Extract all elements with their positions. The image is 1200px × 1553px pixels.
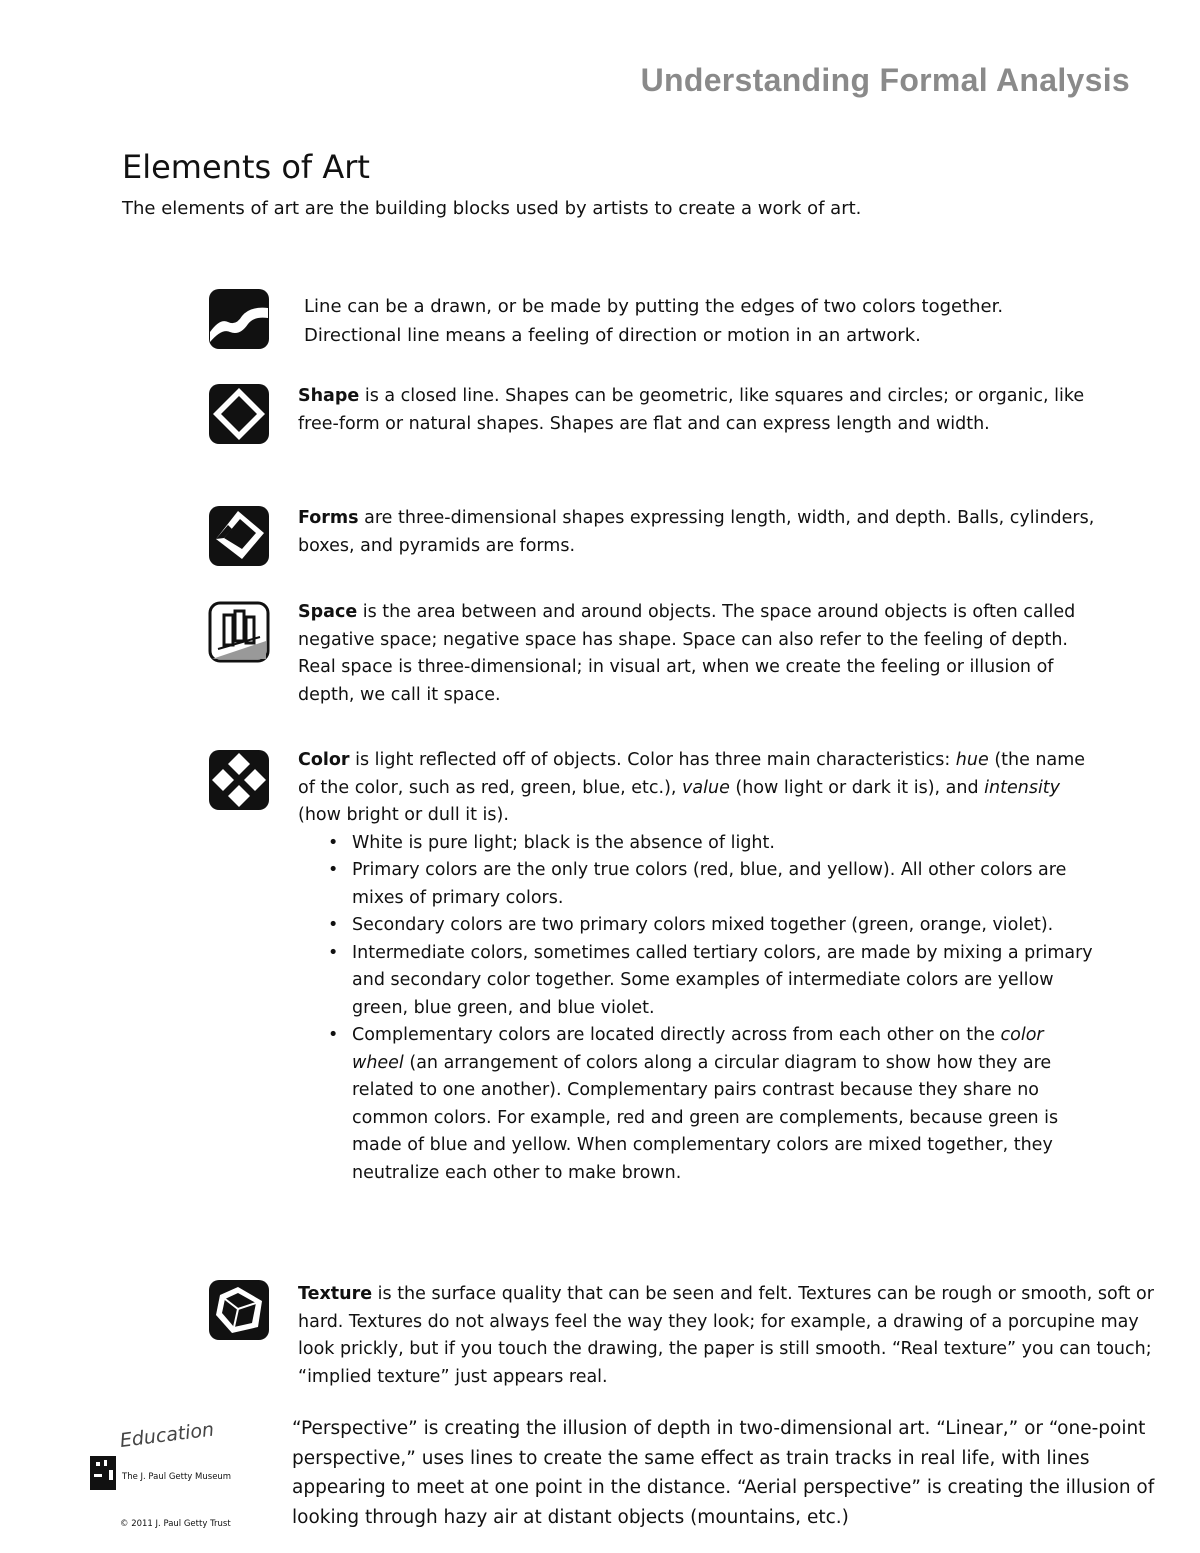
- color-intro-b: (the name of the color, such as red, green, blue, etc.),: [298, 750, 1086, 798]
- color-wheel-term: color wheel: [352, 1025, 1044, 1073]
- copyright-text: © 2011 J. Paul Getty Trust: [120, 1519, 231, 1529]
- texture-text: is the surface quality that can be seen and felt. Textures can be rough or smooth, soft or hard. Textures do not always feel the way they look; for example, a drawing of a porcupine may look prickly, but if you touch the drawing, the paper is still smooth. “Real texture” you can touch; “implied texture” just appears real.: [298, 1284, 1154, 1387]
- page-subtitle: The elements of art are the building blocks used by artists to create a work of art.: [122, 198, 862, 219]
- shape-description: [298, 383, 1098, 438]
- getty-education-logo: [90, 1418, 260, 1538]
- space-description: [298, 599, 1098, 709]
- shape-text: is a closed line. Shapes can be geometric, like squares and circles; or organic, like free-form or natural shapes. Shapes are flat and can express length and width.: [298, 386, 1085, 434]
- list-item: • Secondary colors are two primary colors mixed together (green, orange, violet).: [352, 912, 1098, 940]
- color-value: value: [682, 777, 730, 798]
- space-text: is the area between and around objects. The space around objects is often called negative space; negative space has shape. Space can also refer to the feeling of depth. Real space is three-dimensional; in visual art, when we create the feeling or illusion of depth, we call it space.: [298, 602, 1076, 705]
- list-item: • White is pure light; black is the absence of light.: [352, 830, 1098, 858]
- texture-icon: [208, 1279, 270, 1341]
- space-term: Space: [298, 602, 358, 622]
- color-hue: hue: [955, 750, 989, 770]
- list-item: • Intermediate colors, sometimes called tertiary colors, are made by mixing a primary and secondary color together. Some examples of intermediate colors are yellow green, blue green, and blue violet.: [352, 940, 1098, 1023]
- texture-description: [298, 1281, 1178, 1391]
- shape-icon: [208, 383, 270, 445]
- texture-term: Texture: [298, 1284, 373, 1304]
- form-term: Forms: [298, 508, 359, 528]
- getty-museum-icon: [90, 1456, 116, 1490]
- color-intro: [298, 747, 1098, 830]
- form-description: [298, 505, 1098, 560]
- color-intro-d: (how bright or dull it is).: [298, 805, 509, 825]
- color-intro-c: (how light or dark it is), and: [729, 777, 985, 798]
- form-icon: [208, 505, 270, 567]
- list-item: • Primary colors are the only true colors (red, blue, and yellow). All other colors are mixes of primary colors.: [352, 857, 1098, 912]
- color-bullet-list: [298, 830, 1098, 1188]
- shape-term: Shape: [298, 386, 360, 406]
- color-icon: [208, 749, 270, 811]
- color-term: Color: [298, 750, 350, 770]
- education-wordmark: Education: [118, 1418, 216, 1452]
- color-intensity: intensity: [984, 777, 1061, 798]
- line-description: [304, 292, 1104, 350]
- complementary-text-b: (an arrangement of colors along a circular diagram to show how they are related to one another). Complementary pairs contrast because they share no common colors. For example, red and green are complements, because green is made of blue and yellow. When complementary colors are mixed together, they neutralize each other to make brown.: [352, 1052, 1059, 1183]
- space-icon: [208, 601, 270, 663]
- page-title: Elements of Art: [122, 148, 370, 186]
- header-title: Understanding Formal Analysis: [640, 62, 1130, 98]
- list-item: [352, 1022, 1098, 1187]
- color-intro-a: is light reflected off of objects. Color has three main characteristics:: [349, 750, 956, 770]
- line-text-2: Directional line means a feeling of direction or motion in an artwork.: [304, 325, 921, 346]
- form-text: are three-dimensional shapes expressing length, width, and depth. Balls, cylinders, boxes, and pyramids are forms.: [298, 508, 1095, 556]
- line-icon: [208, 288, 270, 350]
- complementary-text-a: Complementary colors are located directly across from each other on the: [352, 1025, 1001, 1045]
- color-description: [298, 747, 1098, 1187]
- perspective-paragraph: “Perspective” is creating the illusion of depth in two-dimensional art. “Linear,” or “one-point perspective,” uses lines to create the same effect as train tracks in real life, with lines appearing to meet at one point in the distance. “Aerial perspective” is creating the illusion of looking through hazy air at distant objects (mountains, etc.): [292, 1418, 1155, 1528]
- museum-name: The J. Paul Getty Museum: [122, 1472, 232, 1482]
- line-text-1: Line can be a drawn, or be made by putting the edges of two colors together.: [304, 296, 1004, 317]
